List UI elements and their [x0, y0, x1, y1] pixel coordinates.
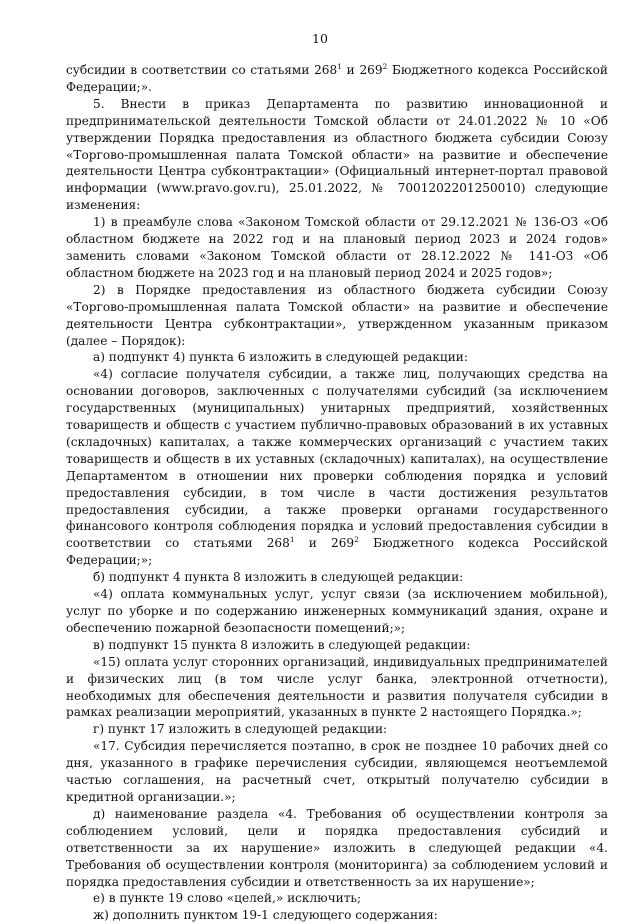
- text-run: субсидии в соответствии со статьями 268: [66, 63, 338, 77]
- document-body: [66, 62, 608, 924]
- paragraph-quote-4: [66, 366, 608, 569]
- text-run: ж) дополнить пунктом 19-1 следующего содержания:: [93, 908, 438, 923]
- superscript: 1: [289, 535, 295, 545]
- text-run: «4) оплата коммунальных услуг, услуг связи (за исключением мобильной), услуг по уборке и по содержанию инженерных коммуникаций здания, охране и обеспечению пожарной безопасности помещений;»;: [66, 587, 608, 635]
- paragraph-item-5: [66, 96, 608, 214]
- superscript: 1: [337, 61, 342, 71]
- paragraph-subitem-1: [66, 214, 608, 282]
- text-run: Бюджетного кодекса Российской Федерации;»;: [66, 536, 608, 568]
- paragraph-letter-g: [66, 721, 608, 738]
- page-number: 10: [312, 31, 328, 46]
- paragraph-quote-17: [66, 738, 608, 806]
- paragraph-letter-a: [66, 349, 608, 366]
- text-run: Бюджетного кодекса Российской Федерации;».: [66, 63, 608, 94]
- text-run: г) пункт 17 изложить в следующей редакции:: [93, 722, 388, 737]
- text-run: «15) оплата услуг сторонних организаций, индивидуальных предпринимателей и физических лиц (в том числе услуг банка, электронной отчетности), необходимых для обеспечения деятельности и развития получателя субсидии в рамках реализации мероприятий, указанных в пункте 2 настоящего Порядка.»;: [66, 654, 608, 720]
- text-run: «17. Субсидия перечисляется поэтапно, в срок не позднее 10 рабочих дней со дня, указанного в графике перечисления субсидии, являющемся неотъемлемой частью соглашения, на расчетный счет, открытый получателю субсидии в кредитной организации.»;: [66, 739, 608, 804]
- paragraph-letter-b: [66, 569, 608, 586]
- text-run: и 269: [294, 536, 355, 551]
- text-run: и 269: [341, 63, 383, 77]
- paragraph-letter-v: [66, 637, 608, 654]
- paragraph-quote-15: [66, 654, 608, 722]
- paragraph-subsidy-end: [66, 62, 608, 96]
- text-run: в) подпункт 15 пункта 8 изложить в следующей редакции:: [93, 637, 471, 652]
- text-run: е) в пункте 19 слово «целей,» исключить;: [93, 891, 362, 906]
- text-run: 5. Внести в приказ Департамента по развитию инновационной и предпринимательской деятельности Томской области от 24.01.2022 № 10 «Об утверждении Порядка предоставления из областного бюджета субсидии Союзу «Торгово-промышленная палата Томской области» на развитие и обеспечение деятельности Центра субконтрактации» (Официальный интернет-портал правовой информации (www.pravo.gov.ru), 25.01.2022, № 7001202201250010) следующие изменения:: [66, 96, 608, 213]
- superscript: 2: [382, 61, 388, 71]
- paragraph-subitem-2: [66, 282, 608, 350]
- text-run: д) наименование раздела «4. Требования об осуществлении контроля за соблюдением условий, цели и порядка предоставления субсидий и ответственности за их нарушение» изложить в следующей редакции «4. Требования об осуществлении контроля (мониторинга) за соблюдением условий и порядка предоставления субсидии и ответственность за их нарушение»;: [66, 806, 608, 889]
- text-run: 2) в Порядке предоставления из областного бюджета субсидии Союзу «Торгово-промышленная палата Томской области» на развитие и обеспечение деятельности Центра субконтрактации», утвержденном указанным приказом (далее – Порядок):: [66, 282, 608, 348]
- paragraph-letter-zh: [66, 907, 608, 924]
- text-run: «4) согласие получателя субсидии, а также лиц, получающих средства на основании договоров, заключенных с получателями субсидий (за исключением государственных (муниципальных) унитарных предприятий, хозяйственных товариществ и обществ с участием публично-правовых образований в их уставных (складочных) капиталах, а также коммерческих организаций с участием таких товариществ и обществ в их уставных (складочных) капиталах), на осуществление Департаментом в отношении них проверки соблюдения порядка и условий предоставления субсидии, в том числе в части достижения результатов предоставления субсидии, а также проверки органами государственного финансового контроля соблюдения порядка и условий предоставления субсидии в соответствии со статьями 268: [66, 367, 608, 551]
- superscript: 2: [354, 535, 359, 545]
- paragraph-letter-d: [66, 806, 608, 891]
- text-run: а) подпункт 4) пункта 6 изложить в следующей редакции:: [93, 350, 468, 365]
- text-run: б) подпункт 4 пункта 8 изложить в следующей редакции:: [93, 570, 464, 585]
- text-run: 1) в преамбуле слова «Законом Томской области от 29.12.2021 № 136-ОЗ «Об областном бюджете на 2022 год и на плановый период 2023 и 2024 годов» заменить словами «Законом Томской области от 28.12.2022 № 141-ОЗ «Об областном бюджете на 2023 год и на плановый период 2024 и 2025 годов»;: [66, 215, 608, 280]
- paragraph-quote-utilities: [66, 586, 608, 637]
